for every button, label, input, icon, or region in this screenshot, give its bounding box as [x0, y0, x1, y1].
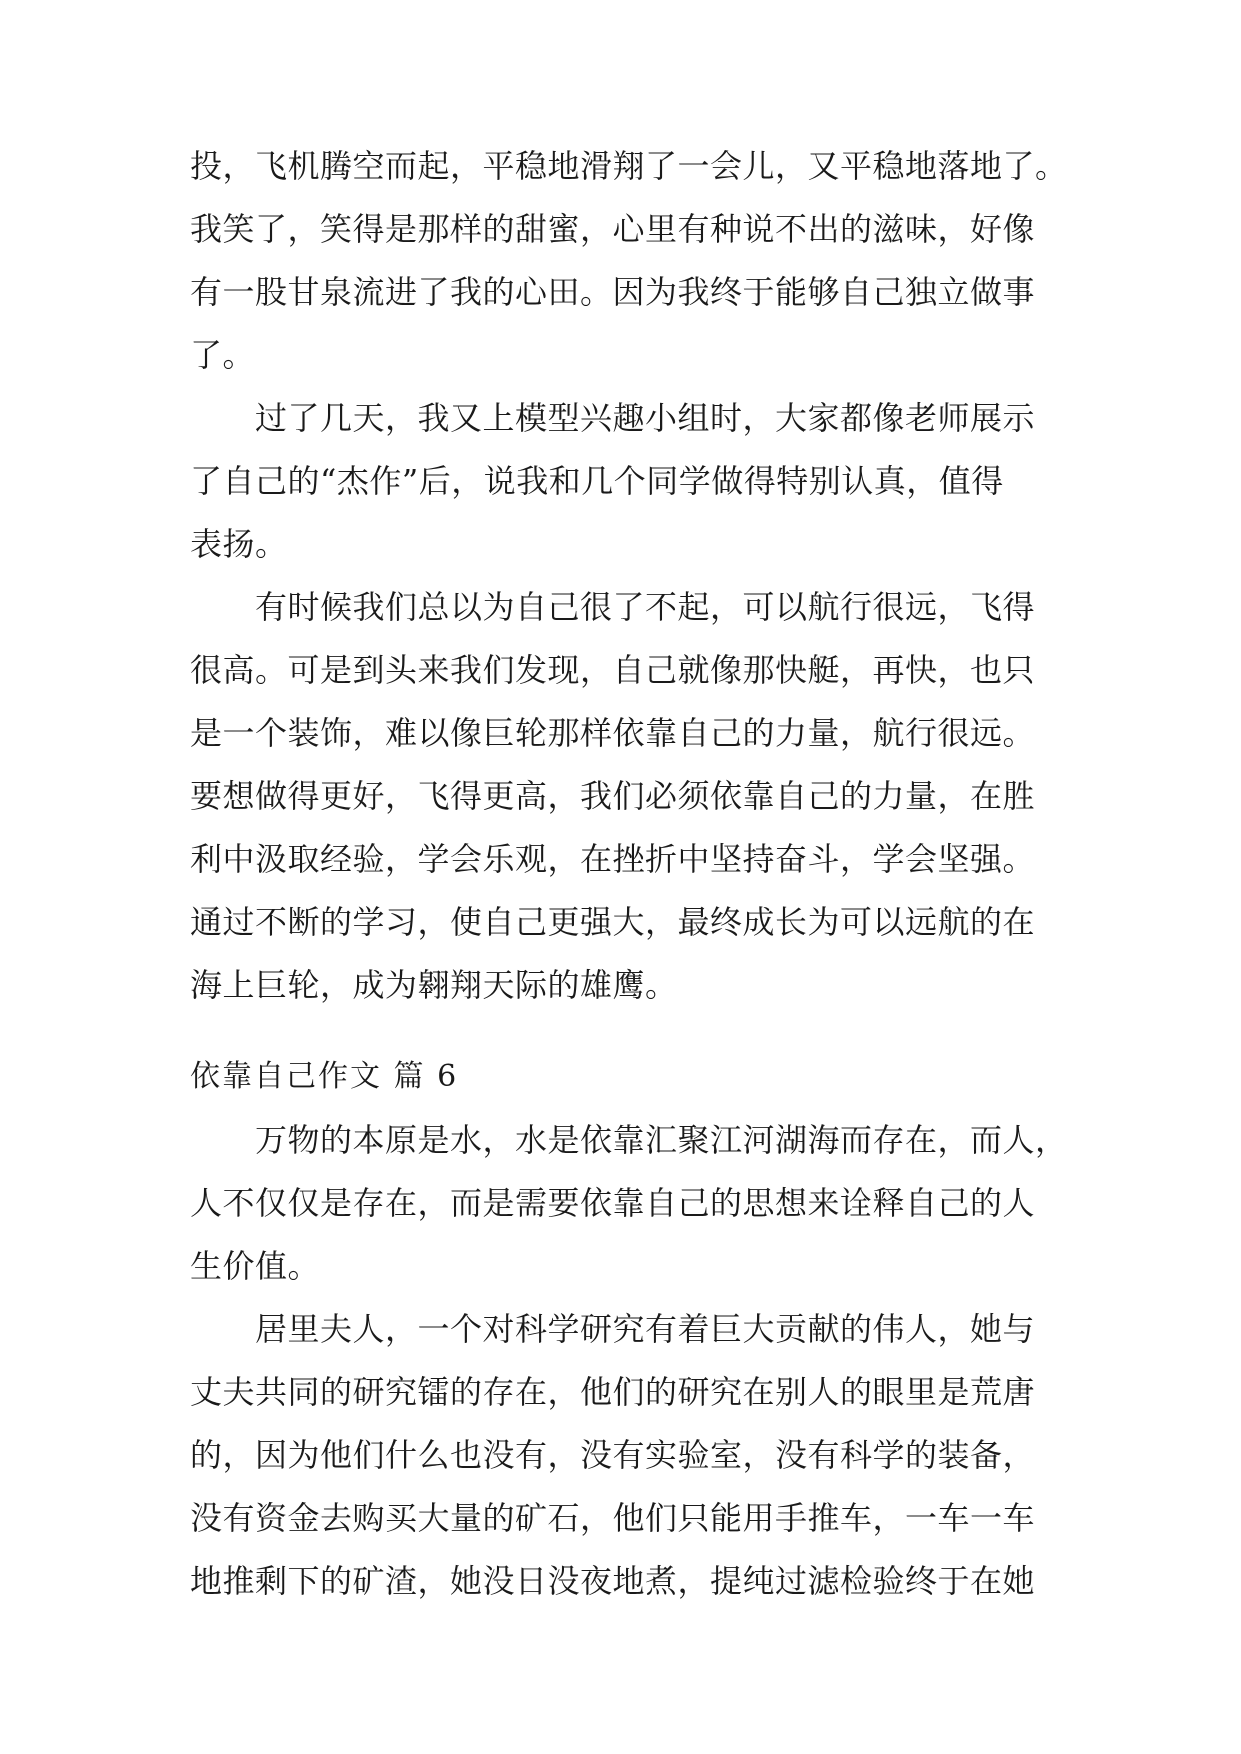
text-line: 是一个装饰，难以像巨轮那样依靠自己的力量，航行很远。 — [190, 714, 1036, 752]
text-line: 了。 — [190, 336, 256, 374]
text-line: 要想做得更好，飞得更高，我们必须依靠自己的力量，在胜 — [190, 777, 1036, 815]
paragraph-first-line: 有时候我们总以为自己很了不起，可以航行很远，飞得 — [190, 588, 1036, 626]
text-line: 人不仅仅是存在，而是需要依靠自己的思想来诠释自己的人 — [190, 1184, 1036, 1222]
paragraph-first-line: 万物的本原是水，水是依靠汇聚江河湖海而存在，而人， — [190, 1121, 1068, 1159]
text-line: 通过不断的学习，使自己更强大，最终成长为可以远航的在 — [190, 903, 1036, 941]
paragraph-first-line: 居里夫人，一个对科学研究有着巨大贡献的伟人，她与 — [190, 1310, 1036, 1348]
text-line: 投，飞机腾空而起，平稳地滑翔了一会儿，又平稳地落地了。 — [190, 147, 1068, 185]
text-line: 生价值。 — [190, 1247, 321, 1285]
paragraph-first-line: 过了几天，我又上模型兴趣小组时，大家都像老师展示 — [190, 399, 1036, 437]
text-line: 没有资金去购买大量的矿石，他们只能用手推车，一车一车 — [190, 1499, 1036, 1537]
text-line: 丈夫共同的研究镭的存在，他们的研究在别人的眼里是荒唐 — [190, 1373, 1036, 1411]
text-line: 的，因为他们什么也没有，没有实验室，没有科学的装备， — [190, 1436, 1036, 1474]
text-line: 有一股甘泉流进了我的心田。因为我终于能够自己独立做事 — [190, 273, 1036, 311]
section-heading: 依靠自己作文 篇 6 — [190, 1059, 459, 1094]
text-line: 地推剩下的矿渣，她没日没夜地煮，提纯过滤检验终于在她 — [190, 1562, 1036, 1600]
text-line: 表扬。 — [190, 525, 288, 563]
text-line: 了自己的“杰作”后，说我和几个同学做得特别认真，值得 — [190, 462, 1004, 500]
text-line: 利中汲取经验，学会乐观，在挫折中坚持奋斗，学会坚强。 — [190, 840, 1036, 878]
text-line: 海上巨轮，成为翱翔天际的雄鹰。 — [190, 966, 678, 1004]
text-line: 我笑了，笑得是那样的甜蜜，心里有种说不出的滋味，好像 — [190, 210, 1036, 248]
text-line: 很高。可是到头来我们发现，自己就像那快艇，再快，也只 — [190, 651, 1036, 689]
